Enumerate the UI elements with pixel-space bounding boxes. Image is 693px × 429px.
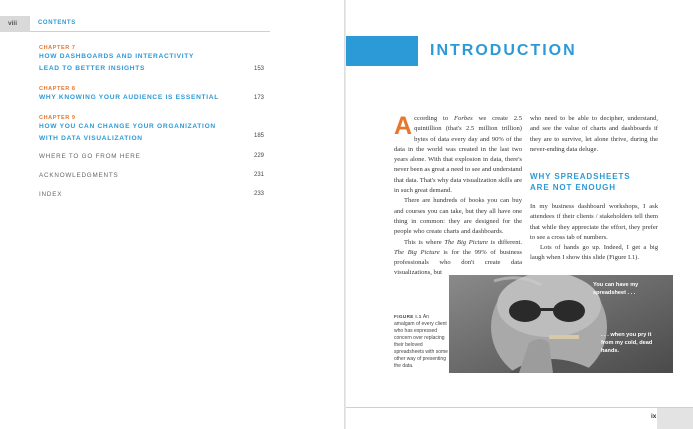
toc-page-number: 173 bbox=[253, 95, 264, 101]
toc-entry-acknowledgments[interactable] bbox=[39, 172, 264, 179]
right-page bbox=[346, 0, 693, 429]
paragraph: Lots of hands go up. Indeed, I get a big laugh when I show this slide (Figure I.1). bbox=[530, 244, 658, 262]
section-heading-line: ARE NOT ENOUGH bbox=[530, 182, 616, 192]
paragraph: There are hundreds of books you can buy and courses you can take, but they all have one thing in common: they are designed for the people who create charts and dashboards. bbox=[394, 197, 522, 236]
figure-photo bbox=[449, 275, 673, 373]
body-column-2-bottom bbox=[530, 202, 658, 264]
body-text: is different. bbox=[487, 238, 522, 246]
toc-chapter-label: CHAPTER 7 bbox=[39, 45, 76, 51]
figure-caption bbox=[394, 313, 448, 370]
italic-title: The Big Picture bbox=[444, 238, 488, 246]
speech-line: . . . when you pry it bbox=[601, 332, 652, 338]
speech-line: spreadsheet . . . bbox=[593, 290, 636, 296]
toc-chapter-label: CHAPTER 8 bbox=[39, 86, 76, 92]
folio-tab bbox=[657, 408, 693, 429]
body-column-1 bbox=[394, 114, 522, 279]
toc-page-number: 233 bbox=[253, 191, 264, 197]
figure-label: FIGURE I.1 bbox=[394, 314, 422, 319]
paragraph: who need to be able to decipher, understand, and see the value of charts and dashboards if they are to survive, let alone thrive, during the never-ending data deluge. bbox=[530, 115, 658, 153]
speech-line: from my cold, dead bbox=[601, 340, 653, 346]
left-page bbox=[0, 0, 345, 429]
speech-text-top bbox=[593, 281, 665, 297]
toc-chapter-title: LEAD TO BETTER INSIGHTS bbox=[39, 65, 146, 72]
toc-entry-where-to-go[interactable] bbox=[39, 153, 264, 160]
header-rule bbox=[30, 31, 270, 32]
cigar bbox=[549, 335, 579, 339]
italic-title: The Big Picture bbox=[394, 248, 440, 256]
section-heading bbox=[530, 172, 631, 193]
page-title: INTRODUCTION bbox=[430, 42, 577, 59]
paragraph: In my business dashboard workshops, I ask attendees if their clients / stakeholders tell them that while they appreciate the effort, they prefer to see a cross tab of numbers. bbox=[530, 203, 658, 241]
toc-chapter-label: CHAPTER 9 bbox=[39, 115, 76, 121]
running-head: CONTENTS bbox=[38, 20, 76, 26]
toc-page-number: 185 bbox=[253, 133, 264, 139]
speech-text-bottom bbox=[601, 331, 667, 355]
toc-entry-chapter-7[interactable] bbox=[39, 45, 264, 75]
toc-chapter-title: HOW YOU CAN CHANGE YOUR ORGANIZATION bbox=[39, 123, 216, 130]
footer-rule bbox=[346, 407, 693, 408]
body-text: we create 2.5 quintillion (that's 2.5 million trillion) bytes of data every day and 90% of the data in the world was created in the last two years alone. With that explosion in data, there's never been as great a need to see and understand that data. That's why data visualization skills are in such great demand. bbox=[394, 115, 522, 195]
page-number-left: viii bbox=[8, 20, 18, 27]
toc-section-title: INDEX bbox=[39, 191, 63, 198]
speech-line: hands. bbox=[601, 348, 620, 354]
toc-entry-chapter-8[interactable] bbox=[39, 86, 264, 104]
toc-chapter-title: HOW DASHBOARDS AND INTERACTIVITY bbox=[39, 53, 195, 60]
toc-page-number: 153 bbox=[253, 66, 264, 72]
body-text: This is where bbox=[404, 238, 445, 246]
page-number-right: ix bbox=[651, 413, 657, 420]
drop-cap: A bbox=[394, 112, 413, 140]
toc-entry-chapter-9[interactable] bbox=[39, 115, 264, 145]
caption-text: An amalgam of every client who has expressed concern over replacing their beloved spreadsheets with some other way of presenting the data. bbox=[394, 314, 448, 369]
body-text: is for the 99% of business professionals who don't create data visualizations, but bbox=[394, 248, 522, 277]
toc-section-title: ACKNOWLEDGMENTS bbox=[39, 172, 119, 179]
italic-title: Forbes bbox=[454, 115, 473, 122]
toc-section-title: WHERE TO GO FROM HERE bbox=[39, 153, 141, 160]
toc-chapter-title: WITH DATA VISUALIZATION bbox=[39, 135, 143, 142]
title-color-band bbox=[346, 36, 418, 66]
speech-line: You can have my bbox=[593, 282, 639, 288]
body-column-2-top bbox=[530, 114, 658, 155]
toc-page-number: 231 bbox=[253, 172, 264, 178]
body-text: ccording to bbox=[414, 115, 455, 122]
sunglasses-lens-left bbox=[509, 300, 541, 322]
section-heading-line: WHY SPREADSHEETS bbox=[530, 172, 631, 181]
toc-page-number: 229 bbox=[253, 153, 264, 159]
toc-chapter-title: WHY KNOWING YOUR AUDIENCE IS ESSENTIAL bbox=[39, 94, 219, 101]
sunglasses-lens-right bbox=[553, 300, 585, 322]
toc-entry-index[interactable] bbox=[39, 191, 264, 198]
